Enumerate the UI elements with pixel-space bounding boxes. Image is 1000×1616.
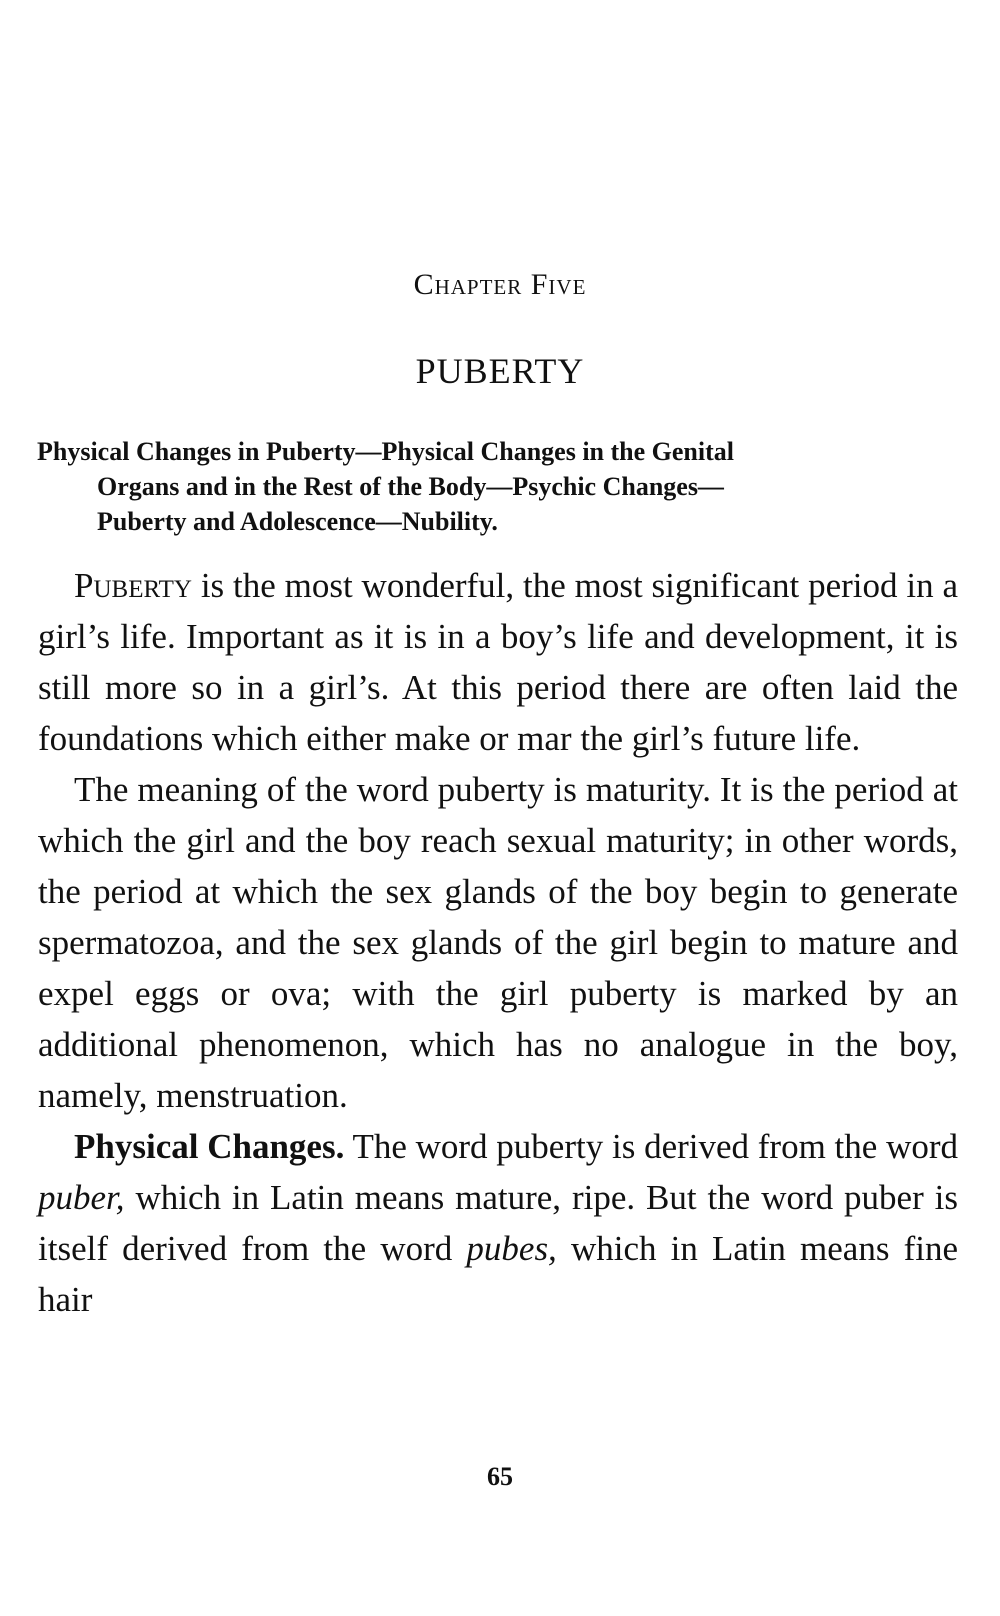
latin-term-puber: puber, — [38, 1178, 125, 1217]
paragraph-3-text-a: The word puberty is derived from the word — [344, 1127, 959, 1166]
page-number: 65 — [487, 1462, 513, 1491]
paragraph-3-text-b: which in Latin means mature, ripe. But the word puber is itself derived from the word — [38, 1178, 958, 1268]
chapter-synopsis — [37, 434, 955, 539]
synopsis-line-1: Physical Changes in Puberty—Physical Changes in the Genital — [37, 437, 734, 466]
paragraph-1-lead-word: Puberty — [74, 566, 192, 605]
paragraph-2 — [38, 764, 958, 1121]
body-text — [38, 560, 958, 1325]
chapter-title: PUBERTY — [415, 351, 585, 391]
chapter-label: Chapter Five — [413, 268, 587, 301]
paragraph-1 — [38, 560, 958, 764]
synopsis-line-2: Organs and in the Rest of the Body—Psychic Changes— — [97, 472, 724, 501]
latin-term-pubes: pubes, — [466, 1229, 557, 1268]
paragraph-3 — [38, 1121, 958, 1325]
paragraph-3-run-in-heading: Physical Changes. — [74, 1127, 345, 1166]
synopsis-line-3: Puberty and Adolescence—Nubility. — [97, 507, 498, 536]
paragraph-1-text: is the most wonderful, the most significant period in a girl’s life. Important as it is in a boy’s life and development, it is still more so in a girl’s. At this period there are often laid the foundations which either make or mar the girl’s future life. — [38, 566, 958, 758]
paragraph-2-text: The meaning of the word puberty is maturity. It is the period at which the girl and the boy reach sexual maturity; in other words, the period at which the sex glands of the boy begin to generate spermatozoa, and the sex glands of the girl begin to mature and expel eggs or ova; with the girl puberty is marked by an additional phenomenon, which has no analogue in the boy, namely, menstruation. — [38, 770, 958, 1115]
paragraph-3-text-c: which in Latin means fine hair — [38, 1229, 959, 1319]
